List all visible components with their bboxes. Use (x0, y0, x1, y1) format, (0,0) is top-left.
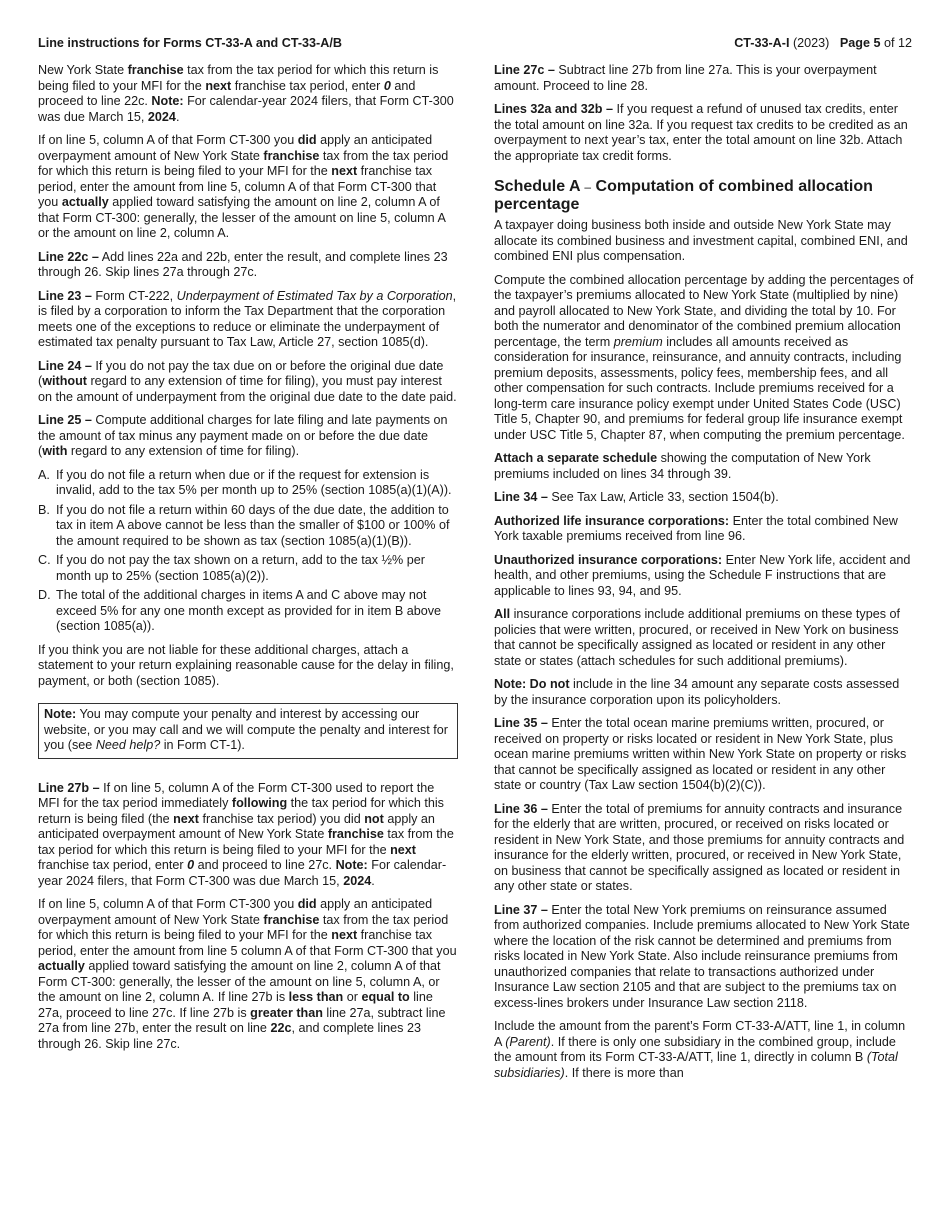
line-37-instruction: Line 37 – Enter the total New York premiums on reinsurance assumed from authorized companies. Include premiums allocated to New York State where the location of the risk cannot be determined and premiums from risks located in New York State. Also include reinsurance premiums from unauthorized companies that relate to transactions authorized under Insurance Law section 2105 and that are subject to the premiums tax on excess-lines brokers under Insurance Law section 2118. (494, 902, 910, 1010)
list-item: A. If you do not file a return when due or if the request for extension is invalid, add to the tax 5% per month up to 25% (section 1085(a)(1)(A)). (38, 467, 452, 497)
form-number: CT-33-A-I (734, 36, 790, 50)
paragraph: If you think you are not liable for these additional charges, attach a statement to your return explaining reasonable cause for the delay in filing, payment, or both (section 1085). (38, 642, 454, 688)
paragraph: New York State franchise tax from the tax period for which this return is being filed to your MFI for the next franchise tax period, enter 0 and proceed to line 22c. Note: For calendar-year 2024 filers, that Form CT-300 was due March 15, 2024. (38, 63, 454, 124)
paragraph: Compute the combined allocation percentage by adding the percentages of the taxpayer’s premiums allocated to New York State (multiplied by nine) and payroll allocated to New York State, and dividing the total by 10. For both the numerator and denominator of the combined premium allocation percentage, the term premium includes all amounts received as consideration for insurance, reinsurance, and annuity contracts, including premium deposits, assessments, policy fees, membership fees, and all other compensation for such contracts. Include premiums received for a long-term care insurance policy exempt under United States Code (USC) Title 5, Chapter 90, and premiums for federal group life insurance exempt under USC Title 5, Chapter 87, when computing the premium percentage. (494, 272, 914, 442)
paragraph: Include the amount from the parent’s Form CT-33-A/ATT, line 1, in column A (Parent). If there is only one subsidiary in the combined group, include the amount from its Form CT-33-A/ATT, line 1, directly in column B (Total subsidiaries). If there is more than (494, 1019, 906, 1080)
line-36-instruction: Line 36 – Enter the total of premiums for annuity contracts and insurance for the elderly that are written, procured, or received on risks located or resident in New York State, and those premiums for annuity contracts and insurance for the elderly written, procured, or received in New York State, on business that cannot be specifically assigned as located or resident in any other state or states. (494, 801, 905, 893)
line-34-instruction: Line 34 – See Tax Law, Article 33, section 1504(b). (494, 490, 779, 504)
paragraph: A taxpayer doing business both inside and outside New York State may allocate its combined business and investment capital, combined ENI, and combined ENI plus compensation. (494, 218, 908, 263)
page-label: Page 5 (839, 36, 881, 50)
paragraph: Attach a separate schedule showing the computation of New York premiums included on lines 34 through 39. (494, 451, 871, 481)
paragraph: If on line 5, column A of that Form CT-300 you did apply an anticipated overpayment amount of New York State franchise tax from the tax period for which this return is being filed to your MFI for the next franchise tax period, enter the amount from line 5, column A of that Form CT-300 that you actually applied toward satisfying the amount on line 2, column A of that Form CT-300: generally, the lesser of the amount on line 5, column A or the amount on line 2, column A. (38, 133, 449, 240)
line-27b-instruction: Line 27b – If on line 5, column A of the Form CT-300 used to report the MFI for the tax period immediately following the tax period for which this return is being filed (the next franchise tax period) you did not apply an anticipated overpayment amount of New York State franchise tax from the tax period for which this return is being filed to your MFI for the next franchise tax period, enter 0 and proceed to line 27c. Note: For calendar-year 2024 filers, that Form CT-300 was due March 15, 2024. (38, 780, 454, 888)
list-item: D. The total of the additional charges in items A and C above may not exceed 5% for any one month except as provided for in item B above (section 1085(a)). (38, 588, 442, 633)
line-24-instruction: Line 24 – If you do not pay the tax due on or before the original due date (without regard to any extension of time for filing), you must pay interest on the amount of underpayment from the original due date to the date paid. (38, 358, 457, 404)
left-column (38, 63, 458, 1060)
paragraph: Unauthorized insurance corporations: Enter New York life, accident and health, and other premiums, using the Schedule F instructions that are applicable to lines 93, 94, and 95. (494, 552, 911, 598)
paragraph: All insurance corporations include additional premiums on these types of policies that were written, procured, or received in New York on business that cannot be specifically assigned as located or resident in any other state or states (attach schedules for such additional premiums). (494, 607, 901, 668)
line-22c-instruction: Line 22c – Add lines 22a and 22b, enter the result, and complete lines 23 through 26. Skip lines 27a through 27c. (38, 249, 448, 279)
line-27c-instruction: Line 27c – Subtract line 27b from line 27a. This is your overpayment amount. Proceed to line 28. (494, 63, 877, 93)
paragraph: If on line 5, column A of that Form CT-300 you did apply an anticipated overpayment amount of New York State franchise tax from the tax period for which this return is being filed to your MFI for the next franchise tax period, enter the amount from line 5 column A of that Form CT-300 that you actually applied toward satisfying the amount on line 2, column A of that Form CT-300: generally, the lesser of the amount on line 5, column A, or the amount on line 2, column A. If line 27b is less than or equal to line 27a, proceed to line 27c. If line 27b is greater than line 27a, subtract line 27a from line 27b, enter the result on line 22c, and complete lines 23 through 26. Skip line 27c. (38, 897, 457, 1051)
form-year: (2023) (792, 36, 830, 50)
line-35-instruction: Line 35 – Enter the total ocean marine premiums written, procured, or received on property or risks located or resident in New York State, plus ocean marine premiums written within New York State on property or risks that cannot be specifically assigned as located or resident in any other state or country (Tax Law section 1504(b)(2)(C)). (494, 716, 907, 792)
lines-32-instruction: Lines 32a and 32b – If you request a refund of unused tax credits, enter the total amount on line 32a. If you request tax credits to be credited as an overpayment to next year’s tax, enter the total amount on line 32b. Attach the appropriate tax credit forms. (494, 102, 908, 163)
running-header-title: Line instructions for Forms CT-33-A and CT-33-A/B (38, 36, 342, 50)
list-item: B. If you do not file a return within 60 days of the due date, the addition to tax in item A above cannot be less than the smaller of $100 or 100% of the amount required to be shown as tax (section 1085(a)(1)(B)). (38, 502, 450, 548)
schedule-a-heading: Schedule A – Computation of combined allocation percentage (494, 178, 873, 213)
line-25-instruction: Line 25 – Compute additional charges for late filing and late payments on the amount of tax minus any payment made on or before the due date (with regard to any extension of time for filing). (38, 413, 448, 458)
note-box: Note: You may compute your penalty and interest by accessing our website, or you may call and we will compute the penalty and interest for you (see Need help? in Form CT-1). (38, 703, 458, 759)
paragraph: Authorized life insurance corporations: Enter the total combined New York taxable premiums received from line 96. (494, 513, 898, 543)
list-item: C. If you do not pay the tax shown on a return, add to the tax ½% per month up to 25% (section 1085(a)(2)). (38, 553, 425, 583)
additional-charges-list (38, 468, 458, 635)
right-column (494, 63, 914, 1089)
page-of: of 12 (883, 36, 912, 50)
running-header-page-info (734, 36, 912, 52)
paragraph: Note: Do not include in the line 34 amount any separate costs assessed by the insurance corporation upon its policyholders. (494, 677, 900, 707)
line-23-instruction: Line 23 – Form CT-222, Underpayment of Estimated Tax by a Corporation, is filed by a corporation to inform the Tax Department that the corporation meets one of the exceptions to reduce or eliminate the underpayment of estimated tax penalty pursuant to Tax Law, Article 27, section 1085(d). (38, 288, 457, 349)
